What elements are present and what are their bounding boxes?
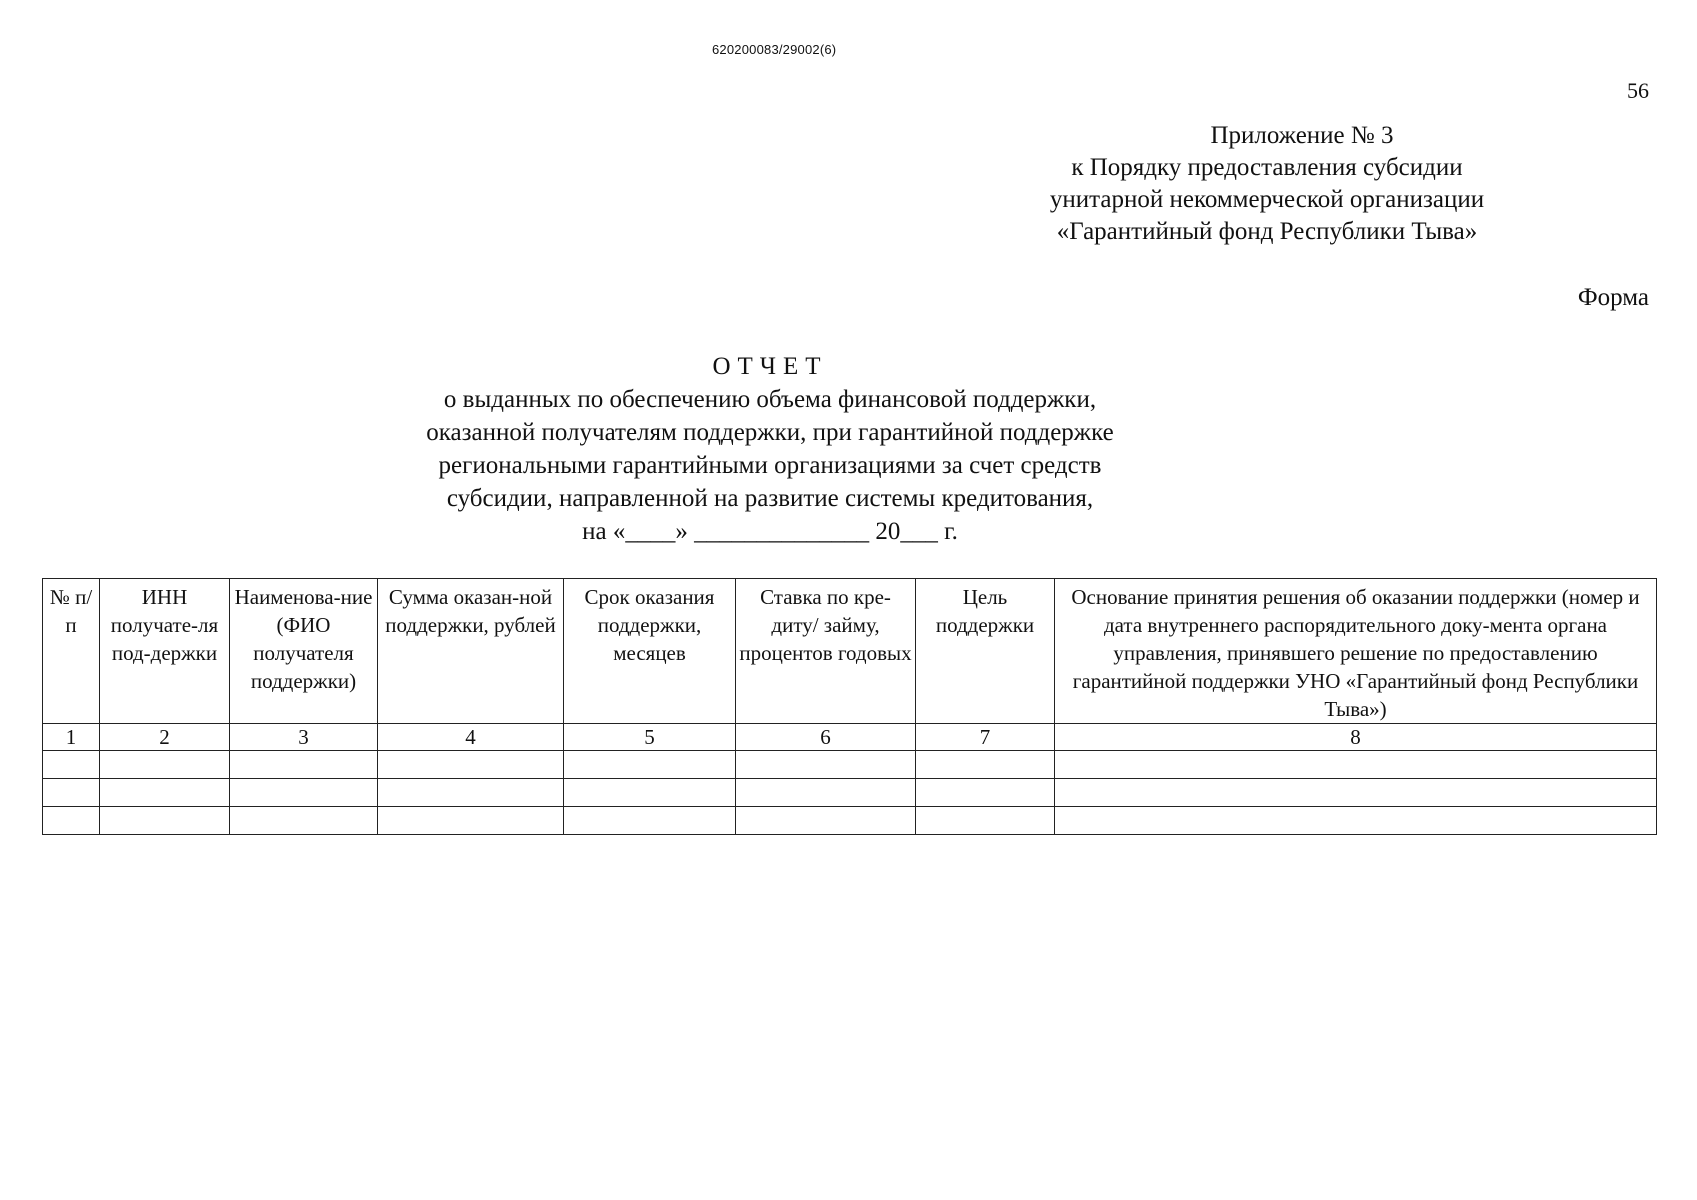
empty-cell	[736, 751, 916, 779]
empty-cell	[100, 807, 230, 835]
report-subtitle-line-3: региональными гарантийными организациями за счет средств	[438, 452, 1102, 479]
header-cell: Основание принятия решения об оказании поддержки (номер и дата внутреннего распорядительного доку-мента органа управления, принявшего решение по предоставлению гарантийной поддержки УНО «Гарантийный фонд Республики Тыва»)	[1055, 579, 1657, 724]
empty-cell	[43, 807, 100, 835]
empty-cell	[100, 779, 230, 807]
header-cell: Наименова-ние (ФИО получателя поддержки)	[230, 579, 378, 724]
empty-cell	[564, 779, 736, 807]
appendix-line-3: унитарной некоммерческой организации	[1049, 186, 1485, 213]
column-number-cell: 4	[378, 724, 564, 751]
empty-cell	[1055, 751, 1657, 779]
table-header-row	[43, 579, 1657, 724]
report-title: ОТЧЕТ	[712, 353, 828, 380]
empty-cell	[378, 779, 564, 807]
header-cell: № п/п	[43, 579, 100, 724]
column-number-cell: 1	[43, 724, 100, 751]
empty-cell	[564, 751, 736, 779]
report-subtitle-line-1: о выданных по обеспечению объема финансовой поддержки,	[443, 386, 1097, 413]
table-row	[43, 751, 1657, 779]
column-number-cell: 8	[1055, 724, 1657, 751]
appendix-title: Приложение № 3	[1210, 122, 1394, 149]
report-subtitle-line-2: оказанной получателям поддержки, при гарантийной поддержке	[426, 419, 1114, 446]
header-cell: Цель поддержки	[916, 579, 1055, 724]
document-code: 620200083/29002(6)	[712, 42, 837, 57]
column-number-cell: 5	[564, 724, 736, 751]
empty-cell	[230, 779, 378, 807]
column-number-cell: 7	[916, 724, 1055, 751]
empty-cell	[916, 807, 1055, 835]
empty-cell	[736, 779, 916, 807]
page-number: 56	[1627, 78, 1649, 103]
column-number-cell: 2	[100, 724, 230, 751]
empty-cell	[100, 751, 230, 779]
report-heading	[340, 350, 1200, 548]
empty-cell	[378, 807, 564, 835]
empty-cell	[378, 751, 564, 779]
appendix-line-2: к Порядку предоставления субсидии	[1071, 154, 1463, 181]
empty-cell	[564, 807, 736, 835]
report-date-line: на «____» ______________ 20___ г.	[582, 518, 958, 545]
report-table	[42, 578, 1657, 835]
appendix-line-4: «Гарантийный фонд Республики Тыва»	[1056, 218, 1478, 245]
empty-cell	[916, 751, 1055, 779]
column-number-cell: 6	[736, 724, 916, 751]
header-cell: Сумма оказан-ной поддержки, рублей	[378, 579, 564, 724]
form-label: Форма	[1577, 284, 1649, 311]
column-number-row	[43, 724, 1657, 751]
empty-cell	[43, 751, 100, 779]
table-row	[43, 779, 1657, 807]
empty-cell	[43, 779, 100, 807]
empty-cell	[1055, 807, 1657, 835]
table-row	[43, 807, 1657, 835]
header-cell: Ставка по кре-диту/ займу, процентов годовых	[736, 579, 916, 724]
empty-cell	[736, 807, 916, 835]
header-cell: Срок оказания поддержки, месяцев	[564, 579, 736, 724]
empty-cell	[230, 751, 378, 779]
appendix-block	[947, 120, 1587, 248]
empty-cell	[916, 779, 1055, 807]
empty-cell	[1055, 779, 1657, 807]
header-cell: ИНН получате-ля под-держки	[100, 579, 230, 724]
column-number-cell: 3	[230, 724, 378, 751]
report-subtitle-line-4: субсидии, направленной на развитие системы кредитования,	[446, 485, 1094, 512]
empty-cell	[230, 807, 378, 835]
